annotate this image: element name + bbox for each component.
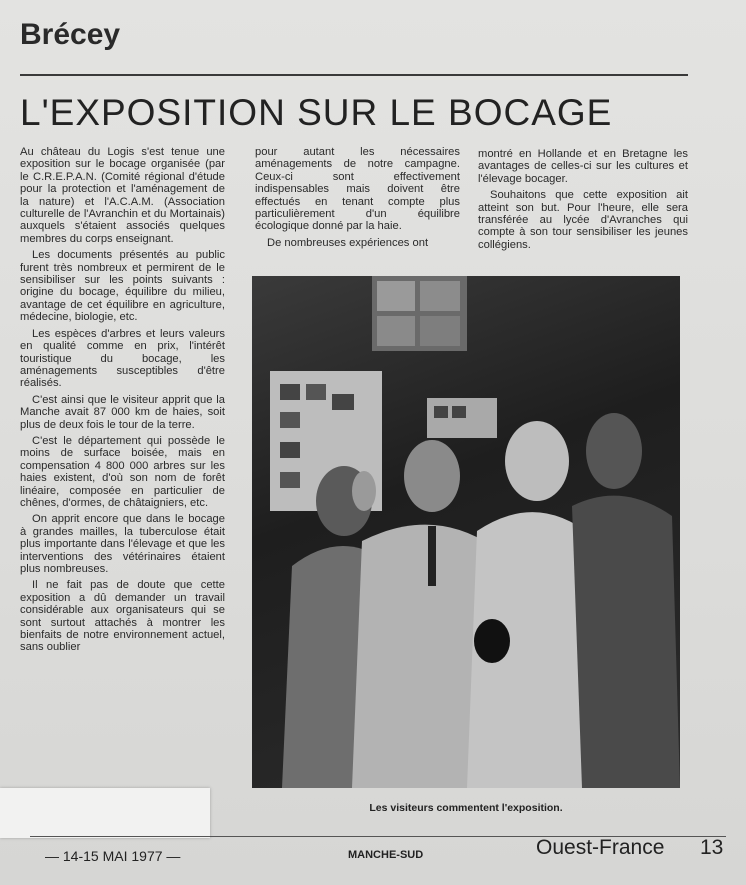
paragraph: C'est ainsi que le visiteur apprit que la Manche avait 87 000 km de haies, soit plus de deux fois le tour de la terre.	[20, 393, 225, 431]
page-number: 13	[700, 836, 724, 859]
article-column-1	[20, 146, 225, 658]
paragraph: pour autant les nécessaires aménagements de notre campagne. Ceux-ci sont effectivement indispensables mais doivent être effectués en tenant compte plus particulièrement d'un équilibre écologique donné par la haie.	[255, 146, 460, 233]
newspaper-name: Ouest-France	[536, 836, 665, 859]
header-rule	[20, 74, 688, 76]
article-headline: L'EXPOSITION SUR LE BOCAGE	[20, 92, 613, 133]
paragraph: Souhaitons que cette exposition ait atteint son but. Pour l'heure, elle sera transférée au lycée d'Avranches qui compte à son tour sensibiliser les jeunes collégiens.	[478, 189, 688, 251]
article-column-2	[255, 146, 460, 253]
paragraph: Au château du Logis s'est tenue une exposition sur le bocage organisée (par le C.R.E.P.A.N. (Comité régional d'étude pour la protection et l'aménagement de la nature) et l'A.C.A.M. (Association culturelle de l'Avranchin et du Mortainais) auxquels s'étaient associés quelques membres du corps enseignant.	[20, 146, 225, 245]
town-header: Brécey	[20, 18, 121, 51]
paragraph: C'est le département qui possède le moins de surface boisée, mais en compensation 4 800 000 arbres sur les haies existent, d'où son nom de forêt linéaire, composée en particulier de chênes, d'ormes, de châtaigniers, etc.	[20, 434, 225, 509]
paragraph: montré en Hollande et en Bretagne les avantages de celles-ci sur les cultures et l'élevage bocager.	[478, 148, 688, 185]
paragraph: De nombreuses expériences ont	[267, 236, 429, 249]
paragraph: Il ne fait pas de doute que cette exposition a dû demander un travail considérable aux organisateurs qui se sont surtout attachés à montrer les bienfaits de notre environnement actuel, sans oublier	[20, 579, 225, 654]
photo-illustration	[252, 276, 680, 788]
paragraph: On apprit encore que dans le bocage à grandes mailles, la tuberculose était plus importante dans l'élevage et que les interventions des vétérinaires étaient plus nombreuses.	[20, 513, 225, 575]
article-column-3	[478, 148, 688, 255]
paper-label	[0, 788, 210, 838]
section-name: MANCHE-SUD	[348, 849, 424, 861]
photo-caption: Les visiteurs commentent l'exposition.	[369, 802, 563, 814]
paragraph: Les espèces d'arbres et leurs valeurs en qualité comme en prix, l'intérêt touristique du bocage, les aménagements susceptibles d'être réalisés.	[20, 327, 225, 390]
publication-date: — 14-15 MAI 1977 —	[45, 848, 181, 864]
exhibition-photo	[252, 276, 680, 788]
paragraph: Les documents présentés au public furent très nombreux et permirent de le sensibiliser sur les points suivants : origine du bocage, équilibre du milieu, avantage de cet équilibre en agriculture, médecine, biologie, etc.	[20, 249, 225, 324]
